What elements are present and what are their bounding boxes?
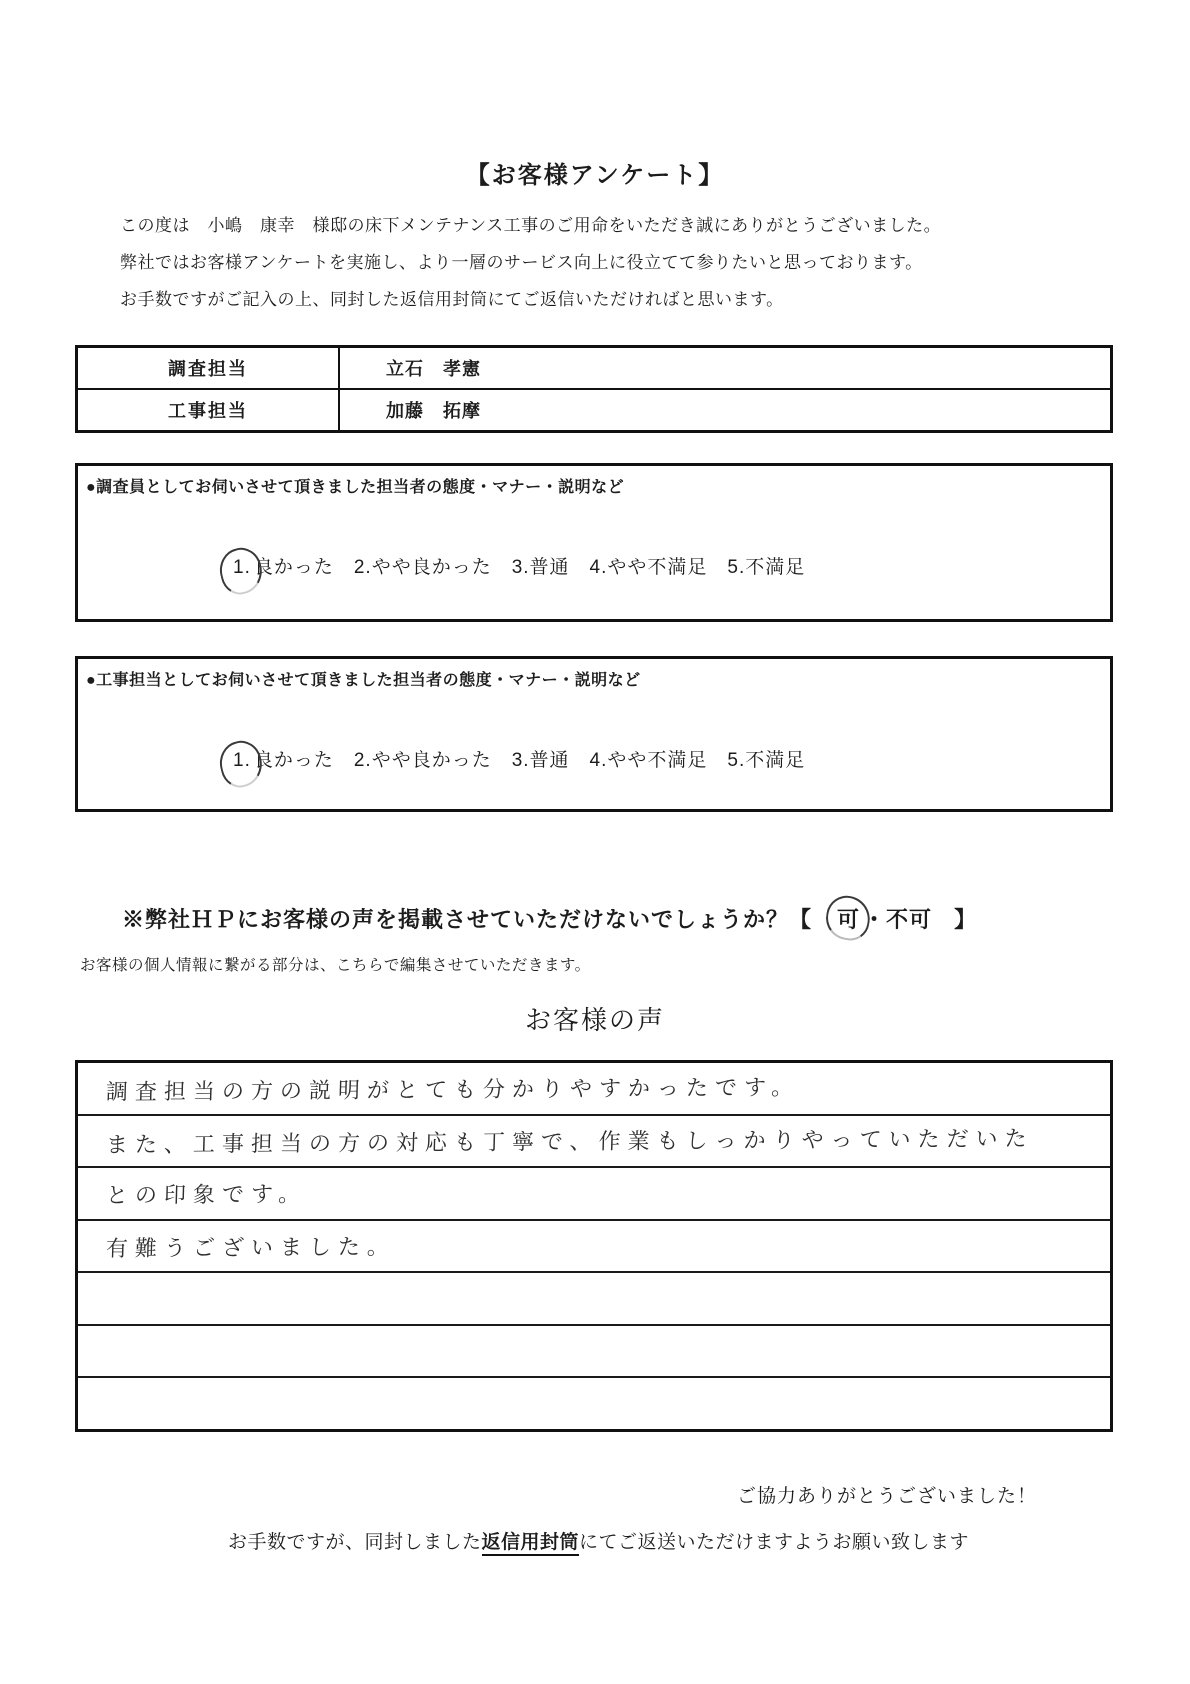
hp-bracket-close: 】 (954, 907, 978, 932)
intro-line-1: この度は 小嶋 康幸 様邸の床下メンテナンス工事のご用命をいただき誠にありがとうございました。 (120, 216, 942, 235)
footer-request-prefix: お手数ですが、同封しました (228, 1532, 482, 1553)
handwritten-comment: との印象です。 (105, 1182, 308, 1209)
customer-voice-box (75, 1060, 1113, 1432)
table-row-construction-staff (77, 389, 1112, 432)
handwritten-comment: 調査担当の方の説明がとても分かりやすかったです。 (105, 1075, 801, 1106)
question-header: ●調査員としてお伺いさせて頂きました担当者の態度・マナー・説明など (86, 479, 625, 496)
handwritten-comment: 有難うございました。 (105, 1234, 397, 1262)
reply-envelope-emphasis: 返信用封筒 (482, 1532, 580, 1556)
table-row-survey-staff (77, 347, 1112, 390)
rating-options-rest: 良かった 2.やや良かった 3.普通 4.やや不満足 5.不満足 (253, 557, 806, 578)
staff-table (75, 345, 1113, 433)
intro-line-3: お手数ですがご記入の上、同封した返信用封筒にてご返信いただければと思います。 (120, 290, 784, 309)
survey-staff-name: 立石 孝憲 (339, 347, 1112, 390)
hp-option-yes (834, 903, 863, 934)
voice-line-row (78, 1116, 1110, 1169)
voice-line-row (78, 1168, 1110, 1221)
voice-line-row-empty (78, 1273, 1110, 1326)
hp-permission-question (122, 903, 977, 934)
hp-option-no-text: 不可 (886, 907, 933, 932)
voice-line-row (78, 1063, 1110, 1116)
voice-line-row-empty (78, 1326, 1110, 1379)
hp-question-text: ※弊社ＨＰにお客様の声を掲載させていただけないでしょうか？【 (122, 907, 813, 932)
selected-rating (230, 557, 254, 579)
construction-staff-name: 加藤 拓摩 (339, 389, 1112, 432)
rating-options-rest: 良かった 2.やや良かった 3.普通 4.やや不満足 5.不満足 (253, 750, 806, 771)
selected-rating (230, 750, 254, 772)
question-box-construction-staff (75, 656, 1113, 812)
construction-staff-label: 工事担当 (77, 389, 340, 432)
selected-rating-number: 1. (233, 557, 251, 578)
handwritten-comment: また、工事担当の方の対応も丁寧で、作業もしっかりやっていただいた (105, 1127, 1034, 1159)
hp-option-separator: ・ (863, 907, 887, 932)
rating-options (230, 552, 805, 579)
question-header: ●工事担当としてお伺いさせて頂きました担当者の態度・マナー・説明など (86, 672, 641, 689)
rating-options (230, 745, 805, 772)
page-title: 【お客様アンケート】 (465, 162, 725, 189)
survey-staff-label: 調査担当 (77, 347, 340, 390)
question-box-survey-staff (75, 463, 1113, 622)
customer-voice-heading: お客様の声 (524, 1005, 665, 1035)
voice-line-row-empty (78, 1378, 1110, 1429)
hp-option-yes-text: 可 (837, 907, 861, 932)
voice-line-row (78, 1221, 1110, 1274)
footer-request-suffix: にてご返送いただけますようお願い致します (579, 1532, 970, 1553)
footer-thanks: ご協力ありがとうございました！ (736, 1486, 1037, 1507)
intro-line-2: 弊社ではお客様アンケートを実施し、より一層のサービス向上に役立てて参りたいと思っております。 (120, 253, 923, 272)
footer-request (228, 1527, 969, 1554)
privacy-note: お客様の個人情報に繋がる部分は、こちらで編集させていただきます。 (80, 957, 591, 974)
selected-rating-number: 1. (233, 750, 251, 771)
intro-paragraph (120, 207, 1120, 318)
